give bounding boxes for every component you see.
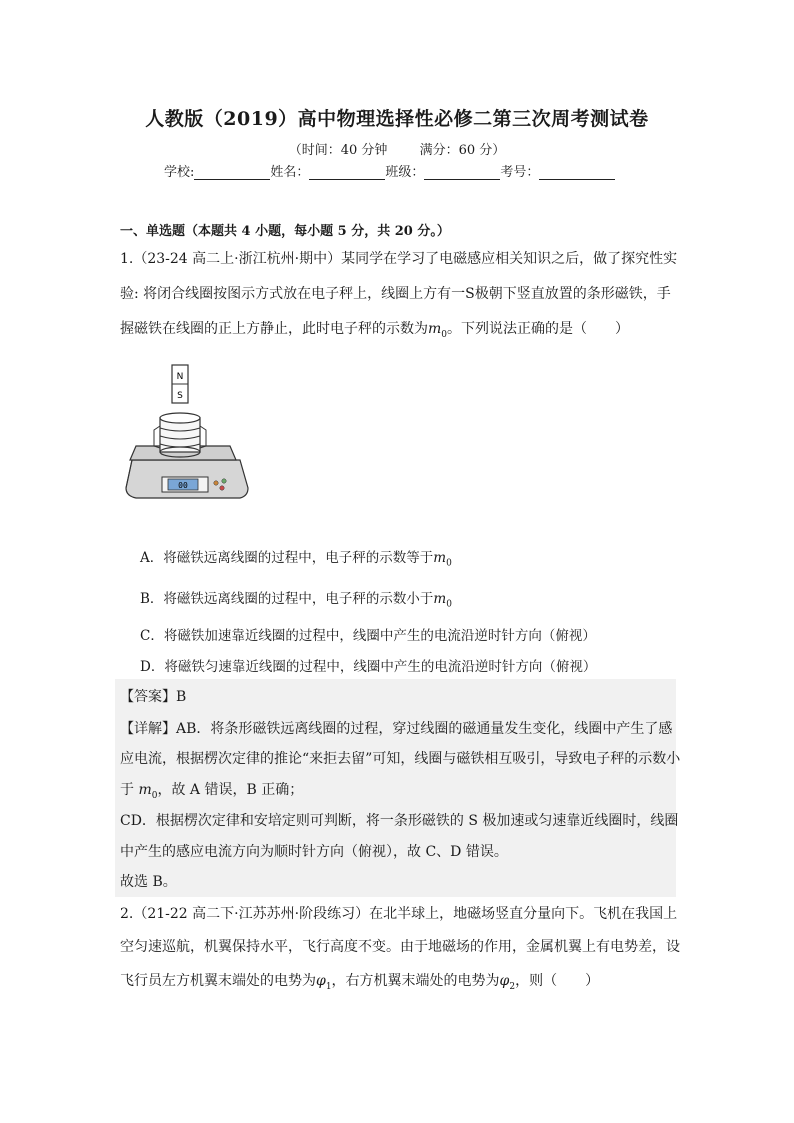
q2-line-1: 2.（21-22 高二下·江苏苏州·阶段练习）在北半球上，地磁场竖直分量向下。飞机在我国上: [120, 906, 678, 922]
q1-line-1: 1.（23-24 高二上·浙江杭州·期中）某同学在学习了电磁感应相关知识之后，做了探究性实: [120, 251, 678, 267]
score-label: 满分：60 分）: [419, 143, 506, 158]
class-blank[interactable]: [424, 165, 500, 180]
q1-option-b[interactable]: B．将磁铁远离线圈的过程中，电子秤的示数小于$m_0$: [140, 591, 452, 610]
school-label: 学校:: [164, 165, 195, 180]
q2-line-2: 空匀速巡航，机翼保持水平，飞行高度不变。由于地磁场的作用，金属机翼上有电势差，设: [120, 939, 680, 955]
q1-detail-line-1: 【详解】AB．将条形磁铁远离线圈的过程，穿过线圈的磁通量发生变化，线圈中产生了感: [120, 721, 673, 737]
q1-option-c[interactable]: C．将磁铁加速靠近线圈的过程中，线圈中产生的电流沿逆时针方向（俯视）: [140, 628, 596, 644]
q2-line-3: 飞行员左方机翼末端处的电势为$\varphi_1$，右方机翼末端处的电势为$\varphi_2$，则（ ）: [120, 973, 600, 992]
magnet-s-label: S: [177, 391, 183, 401]
q1-option-d[interactable]: D．将磁铁匀速靠近线圈的过程中，线圈中产生的电流沿逆时针方向（俯视）: [140, 659, 597, 675]
time-label: （时间：40 分钟: [288, 143, 388, 158]
q1-line-3: 握磁铁在线圈的正上方静止，此时电子秤的示数为$m_0$。下列说法正确的是（ ）: [120, 321, 630, 340]
q1-line-2: 验: 将闭合线圈按图示方式放在电子秤上，线圈上方有一S极朝下竖直放置的条形磁铁，手: [120, 286, 671, 302]
exam-subtitle: [0, 139, 794, 158]
q1-detail-line-5: 中产生的感应电流方向为顺时针方向（俯视），故 C、D 错误。: [120, 844, 508, 860]
magnet-n-label: N: [176, 372, 184, 382]
q1-detail-line-4: CD．根据楞次定律和安培定则可判断，将一条形磁铁的 S 极加速或匀速靠近线圈时，线圈: [120, 813, 679, 829]
number-blank[interactable]: [539, 165, 615, 180]
q1-detail-line-6: 故选 B。: [120, 874, 177, 890]
scale-display-value: 00: [178, 481, 188, 490]
q1-detail-line-2: 应电流，根据楞次定律的推论“来拒去留”可知，线圈与磁铁相互吸引，导致电子秤的示数小: [120, 751, 681, 767]
exam-title: 人教版（2019）高中物理选择性必修二第三次周考测试卷: [145, 108, 649, 130]
number-label: 考号：: [500, 165, 540, 180]
student-info-fields: [164, 161, 615, 180]
scale-coil-magnet-figure: [122, 360, 254, 512]
q1-detail-line-3: 于 $m_0$，故 A 错误，B 正确；: [120, 782, 304, 801]
name-label: 姓名：: [270, 165, 310, 180]
school-blank[interactable]: [194, 165, 270, 180]
section-heading: 一、单选题（本题共 4 小题，每小题 5 分，共 20 分。）: [120, 224, 450, 239]
q1-answer: 【答案】B: [120, 689, 187, 705]
name-blank[interactable]: [309, 165, 385, 180]
q1-option-a[interactable]: A．将磁铁远离线圈的过程中，电子秤的示数等于$m_0$: [140, 550, 452, 569]
class-label: 班级：: [385, 165, 425, 180]
